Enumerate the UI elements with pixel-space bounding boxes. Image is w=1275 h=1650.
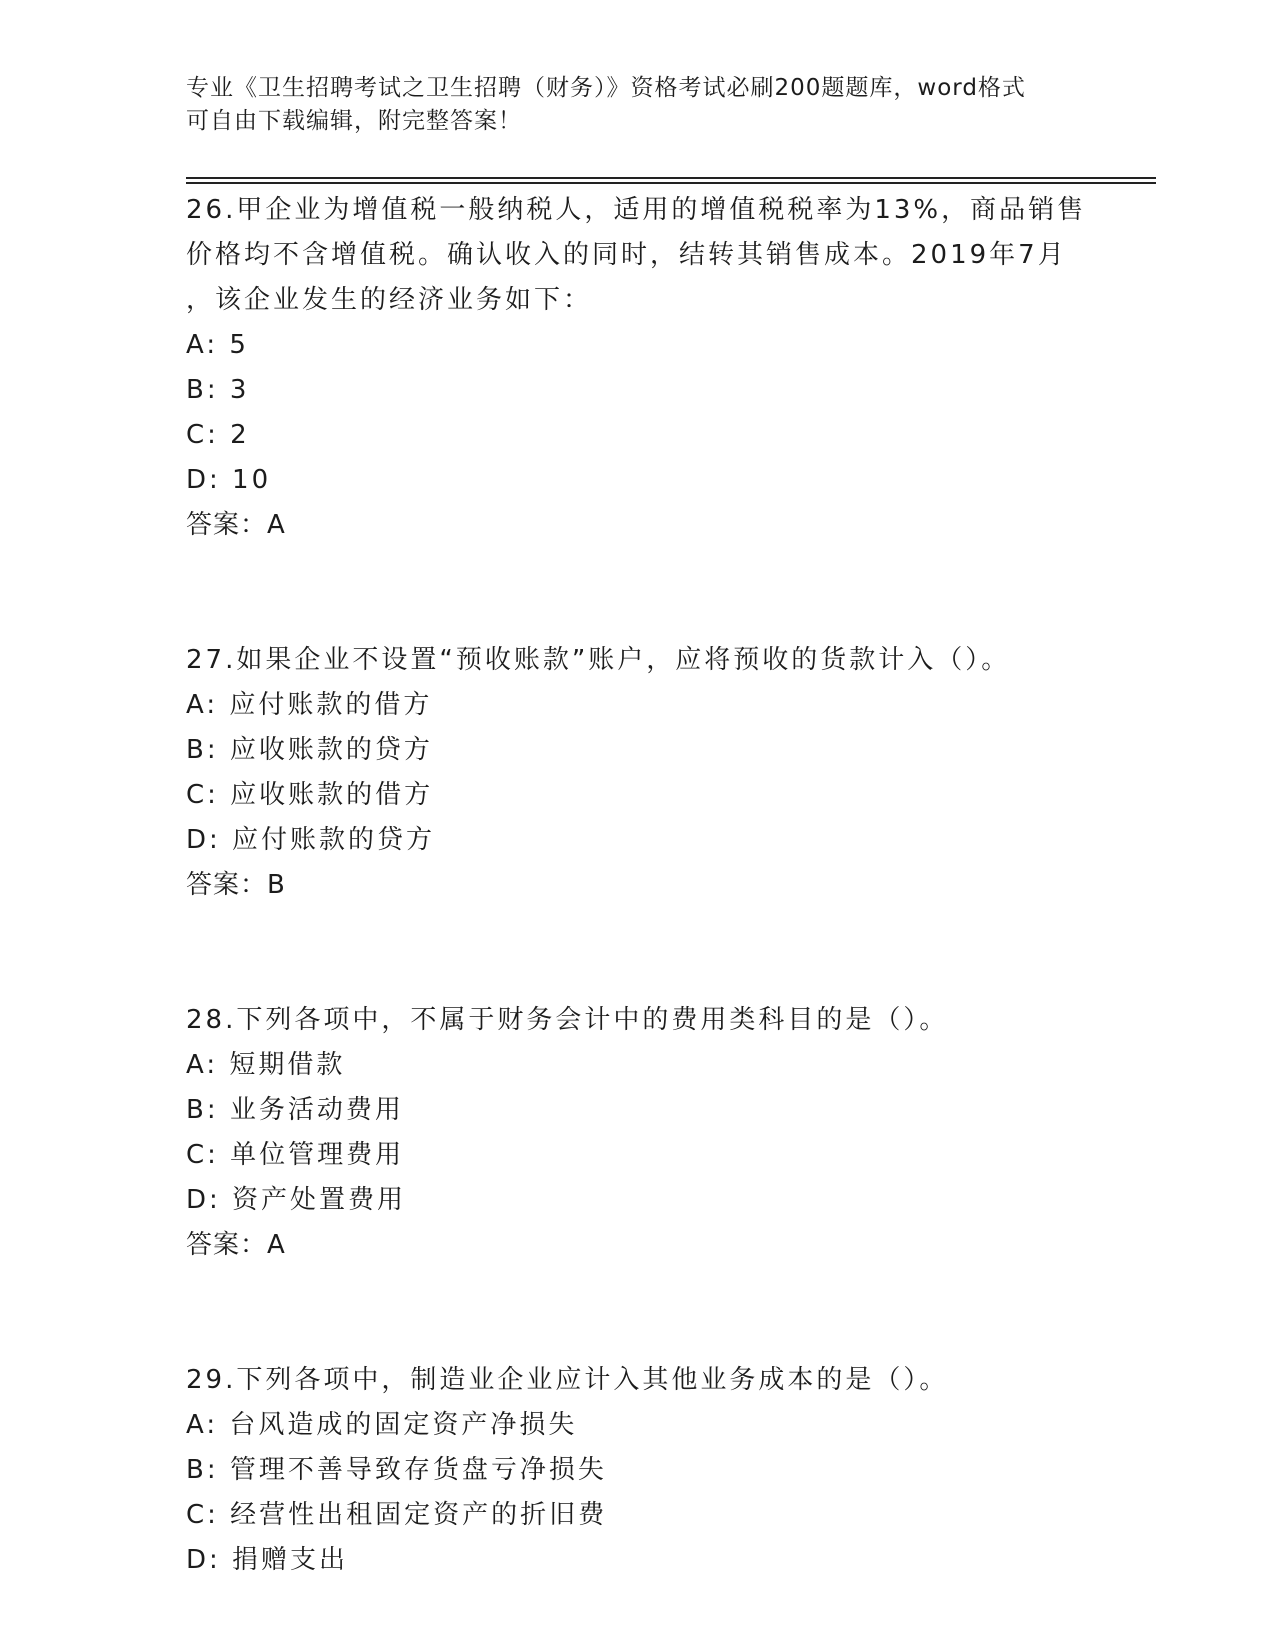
header-divider-bottom [186,182,1156,184]
header-divider-top [186,177,1156,179]
option-b: B: 3 [186,375,250,405]
option-c: C: 单位管理费用 [186,1140,405,1170]
question-28 [186,998,1086,1268]
option-a: A: 应付账款的借方 [186,690,433,720]
answer: 答案：A [186,1230,286,1260]
question-stem-line: 价格均不含增值税。确认收入的同时，结转其销售成本。2019年7月 [186,240,1067,270]
option-b: B: 管理不善导致存货盘亏净损失 [186,1455,607,1485]
option-d: D: 资产处置费用 [186,1185,407,1215]
question-stem-line: 26.甲企业为增值税一般纳税人，适用的增值税税率为13%，商品销售 [186,195,1087,225]
header-line-2: 可自由下载编辑，附完整答案！ [186,108,522,134]
option-c: C: 应收账款的借方 [186,780,434,810]
question-stem-line: 29.下列各项中，制造业企业应计入其他业务成本的是（）。 [186,1365,949,1395]
option-c: C: 经营性出租固定资产的折旧费 [186,1500,608,1530]
option-c: C: 2 [186,420,250,450]
question-29 [186,1358,1086,1583]
option-a: A: 台风造成的固定资产净损失 [186,1410,578,1440]
option-d: D: 10 [186,465,272,495]
question-stem-line: 27.如果企业不设置“预收账款”账户，应将预收的货款计入（）。 [186,645,1011,675]
question-27 [186,638,1086,908]
answer: 答案：B [186,870,286,900]
option-d: D: 捐赠支出 [186,1545,349,1575]
question-list [186,188,1086,1583]
document-header [186,72,1086,138]
option-d: D: 应付账款的贷方 [186,825,436,855]
question-spacer [186,1268,1086,1358]
header-line-1: 专业《卫生招聘考试之卫生招聘（财务）》资格考试必刷200题题库，word格式 [186,75,1026,101]
option-b: B: 业务活动费用 [186,1095,404,1125]
option-a: A: 5 [186,330,249,360]
question-spacer [186,908,1086,998]
question-stem-line: 28.下列各项中，不属于财务会计中的费用类科目的是（）。 [186,1005,949,1035]
question-26 [186,188,1086,548]
question-spacer [186,548,1086,638]
option-b: B: 应收账款的贷方 [186,735,433,765]
option-a: A: 短期借款 [186,1050,346,1080]
question-stem-line: ，该企业发生的经济业务如下： [186,285,593,315]
answer: 答案：A [186,510,286,540]
